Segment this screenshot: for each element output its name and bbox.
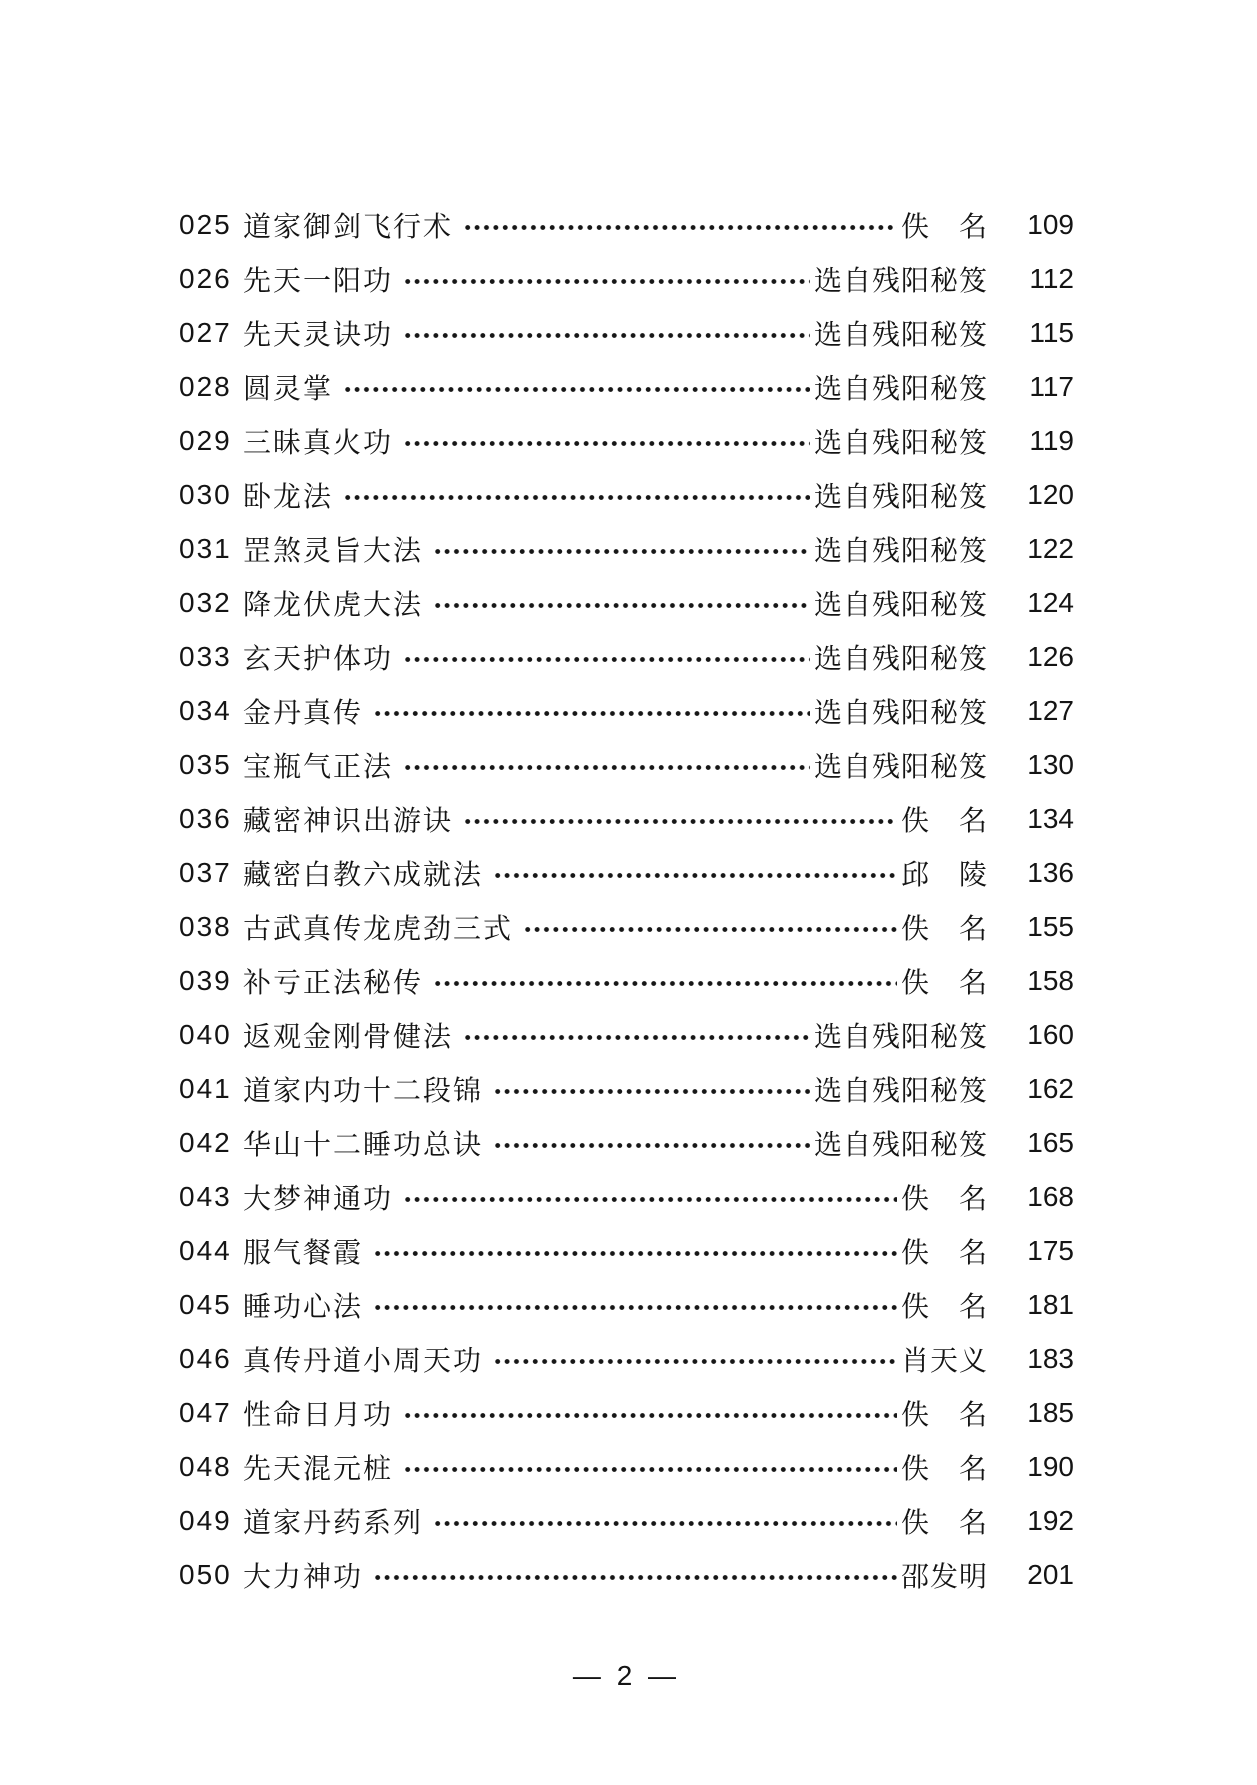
entry-index: 031 [179,533,232,564]
toc-entry [179,846,1074,900]
entry-author: 选自残阳秘笈 [813,698,988,729]
entry-page-number: 190 [1027,1451,1074,1482]
entry-author: 佚 名 [900,1400,988,1431]
entry-page-number: 160 [1027,1019,1074,1050]
entry-page-number: 175 [1027,1235,1074,1266]
dot-leader [373,1573,897,1582]
entry-author: 佚 名 [900,212,988,243]
entry-index: 039 [179,965,232,996]
toc-entry [179,1062,1074,1116]
toc-entry [179,1170,1074,1224]
entry-page-number: 109 [1027,209,1074,240]
entry-index: 036 [179,803,232,834]
entry-author: 选自残阳秘笈 [813,536,988,567]
entry-page-number: 127 [1027,695,1074,726]
page-number-footer: — 2 — [572,1660,681,1691]
entry-page-number: 122 [1027,533,1074,564]
toc-entry [179,954,1074,1008]
toc-entry [179,1224,1074,1278]
entry-index: 050 [179,1559,232,1590]
dot-leader [373,1249,897,1258]
entry-title: 古武真传龙虎劲三式 [243,914,514,945]
entry-index: 027 [179,317,232,348]
entry-page-number: 136 [1027,857,1074,888]
entry-page-number: 126 [1027,641,1074,672]
entry-author: 选自残阳秘笈 [813,374,988,405]
dot-leader [463,223,897,232]
entry-index: 048 [179,1451,232,1482]
toc-entry [179,1548,1074,1602]
toc-entry [179,1116,1074,1170]
dot-leader [493,871,897,880]
entry-title: 大力神功 [243,1562,364,1593]
entry-page-number: 185 [1027,1397,1074,1428]
entry-title: 金丹真传 [243,698,364,729]
dot-leader [403,655,810,664]
entry-title: 先天灵诀功 [243,320,394,351]
entry-page-number: 162 [1027,1073,1074,1104]
entry-title: 圆灵掌 [243,374,334,405]
entry-page-number: 120 [1027,479,1074,510]
entry-author: 佚 名 [900,1184,988,1215]
entry-title: 真传丹道小周天功 [243,1346,484,1377]
entry-page-number: 158 [1027,965,1074,996]
entry-title: 睡功心法 [243,1292,364,1323]
entry-title: 华山十二睡功总诀 [243,1130,484,1161]
entry-author: 佚 名 [900,968,988,999]
entry-title: 性命日月功 [243,1400,394,1431]
entry-title: 罡煞灵旨大法 [243,536,424,567]
entry-author: 选自残阳秘笈 [813,320,988,351]
entry-index: 028 [179,371,232,402]
entry-page-number: 115 [1029,317,1074,348]
entry-page-number: 124 [1027,587,1074,618]
dot-leader [493,1141,810,1150]
dot-leader [433,547,810,556]
entry-author: 邵发明 [900,1562,988,1593]
entry-page-number: 181 [1027,1289,1074,1320]
entry-index: 049 [179,1505,232,1536]
toc-entry [179,900,1074,954]
toc-entry [179,1386,1074,1440]
entry-page-number: 168 [1027,1181,1074,1212]
entry-index: 043 [179,1181,232,1212]
toc-entry [179,360,1074,414]
dot-leader [523,925,897,934]
entry-index: 038 [179,911,232,942]
entry-page-number: 192 [1027,1505,1074,1536]
entry-page-number: 119 [1029,425,1074,456]
toc-entry [179,792,1074,846]
dot-leader [403,277,810,286]
toc-entry [179,414,1074,468]
entry-page-number: 165 [1027,1127,1074,1158]
toc-entry [179,306,1074,360]
toc-entry [179,576,1074,630]
dot-leader [403,1411,897,1420]
entry-author: 佚 名 [900,1454,988,1485]
entry-title: 先天一阳功 [243,266,394,297]
toc-entry [179,198,1074,252]
toc-entry [179,1494,1074,1548]
entry-index: 040 [179,1019,232,1050]
dot-leader [493,1357,897,1366]
entry-index: 030 [179,479,232,510]
entry-index: 047 [179,1397,232,1428]
toc-entry [179,1008,1074,1062]
entry-author: 邱 陵 [900,860,988,891]
entry-title: 藏密神识出游诀 [243,806,454,837]
entry-index: 032 [179,587,232,618]
entry-author: 选自残阳秘笈 [813,266,988,297]
toc-entry [179,468,1074,522]
entry-index: 037 [179,857,232,888]
entry-page-number: 112 [1029,263,1074,294]
toc-entry [179,1332,1074,1386]
dot-leader [343,385,810,394]
entry-title: 降龙伏虎大法 [243,590,424,621]
toc-entry [179,684,1074,738]
entry-author: 选自残阳秘笈 [813,1076,988,1107]
entry-index: 035 [179,749,232,780]
entry-title: 道家内功十二段锦 [243,1076,484,1107]
dot-leader [403,763,810,772]
entry-author: 选自残阳秘笈 [813,1022,988,1053]
entry-index: 046 [179,1343,232,1374]
dot-leader [493,1087,810,1096]
entry-page-number: 155 [1027,911,1074,942]
entry-author: 选自残阳秘笈 [813,590,988,621]
toc-entry-list [179,198,1074,1602]
dot-leader [343,493,810,502]
entry-title: 卧龙法 [243,482,334,513]
entry-author: 选自残阳秘笈 [813,428,988,459]
dot-leader [433,1519,897,1528]
entry-index: 045 [179,1289,232,1320]
entry-index: 034 [179,695,232,726]
entry-title: 玄天护体功 [243,644,394,675]
entry-page-number: 134 [1027,803,1074,834]
entry-author: 选自残阳秘笈 [813,752,988,783]
dot-leader [463,1033,810,1042]
entry-index: 033 [179,641,232,672]
dot-leader [463,817,897,826]
entry-author: 佚 名 [900,1238,988,1269]
entry-index: 025 [179,209,232,240]
toc-entry [179,630,1074,684]
entry-index: 044 [179,1235,232,1266]
entry-title: 服气餐霞 [243,1238,364,1269]
toc-entry [179,1440,1074,1494]
entry-title: 先天混元桩 [243,1454,394,1485]
entry-title: 宝瓶气正法 [243,752,394,783]
entry-title: 道家丹药系列 [243,1508,424,1539]
entry-author: 佚 名 [900,914,988,945]
entry-page-number: 201 [1027,1559,1074,1590]
entry-author: 佚 名 [900,1508,988,1539]
entry-index: 026 [179,263,232,294]
entry-index: 029 [179,425,232,456]
entry-title: 道家御剑飞行术 [243,212,454,243]
entry-author: 选自残阳秘笈 [813,644,988,675]
entry-author: 选自残阳秘笈 [813,1130,988,1161]
entry-author: 佚 名 [900,806,988,837]
entry-page-number: 117 [1029,371,1074,402]
entry-page-number: 130 [1027,749,1074,780]
toc-entry [179,252,1074,306]
toc-entry [179,522,1074,576]
toc-entry [179,738,1074,792]
dot-leader [403,1465,897,1474]
entry-title: 大梦神通功 [243,1184,394,1215]
dot-leader [433,979,897,988]
entry-page-number: 183 [1027,1343,1074,1374]
dot-leader [403,439,810,448]
entry-title: 藏密白教六成就法 [243,860,484,891]
dot-leader [373,1303,897,1312]
toc-entry [179,1278,1074,1332]
entry-author: 肖天义 [900,1346,988,1377]
entry-author: 选自残阳秘笈 [813,482,988,513]
dot-leader [403,331,810,340]
dot-leader [373,709,810,718]
entry-index: 041 [179,1073,232,1104]
entry-title: 三昧真火功 [243,428,394,459]
entry-title: 返观金刚骨健法 [243,1022,454,1053]
entry-index: 042 [179,1127,232,1158]
entry-title: 补亏正法秘传 [243,968,424,999]
dot-leader [433,601,810,610]
entry-author: 佚 名 [900,1292,988,1323]
dot-leader [403,1195,897,1204]
